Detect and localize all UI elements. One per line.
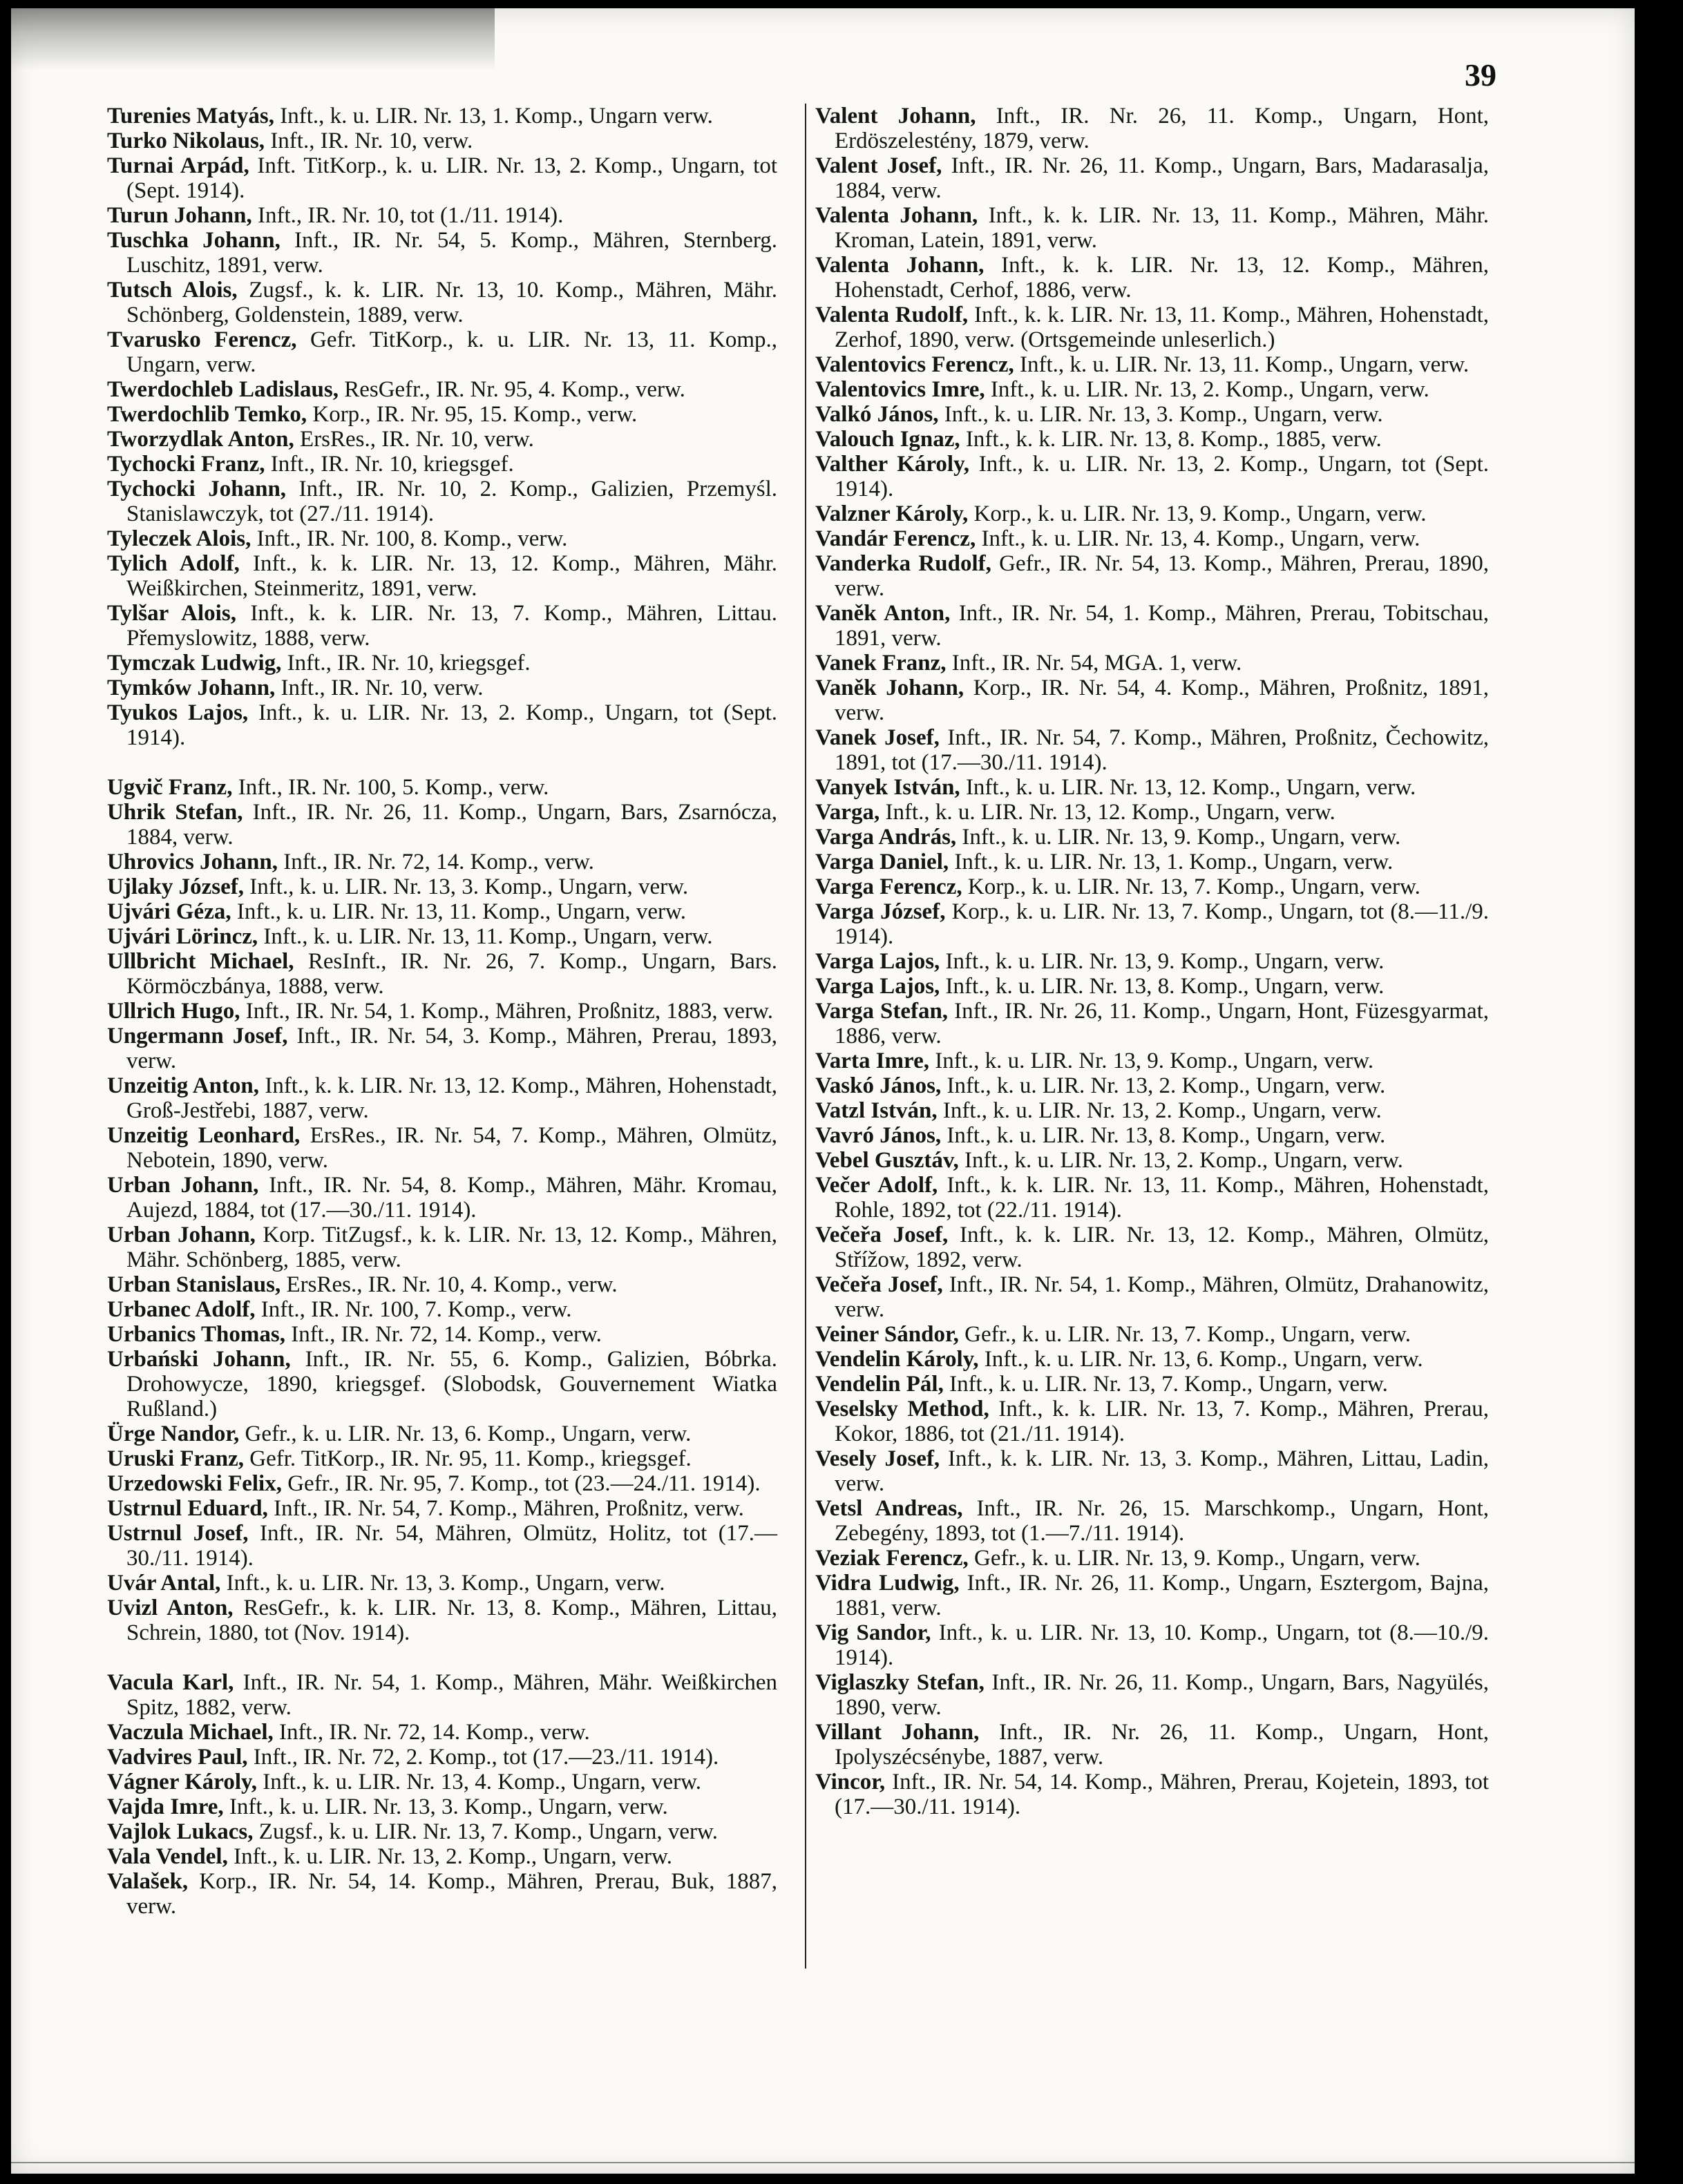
casualty-entry [815,676,1489,725]
entry-name: Vidra Ludwig, [815,1571,960,1596]
entry-name: Urbanec Adolf, [107,1297,256,1322]
entry-name: Tuschka Johann, [107,228,280,253]
entry-name: Veziak Ferencz, [815,1546,969,1571]
entry-name: Ustrnul Josef, [107,1521,249,1546]
entry-name: Valther Károly, [815,452,970,477]
entry-name: Večeřa Josef, [815,1272,943,1297]
entry-details: Inft., IR. Nr. 54, 7. Komp., Mähren, Proßnitz, verw. [274,1496,744,1521]
entry-details: Korp., IR. Nr. 95, 15. Komp., verw. [312,402,638,427]
entry-name: Uruski Franz, [107,1446,244,1471]
entry-details: Zugsf., k. k. LIR. Nr. 13, 10. Komp., Mähren, Mähr. Schönberg, Goldenstein, 1889, verw. [126,278,778,327]
entry-name: Varga Lajos, [815,974,940,999]
casualty-entry [107,1272,777,1297]
casualty-entry [815,1173,1489,1223]
casualty-entry [815,1546,1489,1571]
entry-name: Ullbricht Michael, [107,949,294,974]
casualty-entry [815,452,1489,501]
entry-details: Inft., k. u. LIR. Nr. 13, 2. Komp., Ungarn, verw. [234,1844,672,1869]
entry-details: ErsRes., IR. Nr. 10, verw. [300,427,534,452]
entry-name: Ujlaky József, [107,874,244,899]
casualty-entry [815,1770,1489,1819]
entry-name: Vadvires Paul, [107,1745,248,1770]
column-divider [805,104,806,1969]
casualty-entry [107,949,777,999]
casualty-entry [107,899,777,924]
entry-details: Inft., IR. Nr. 54, Mähren, Olmütz, Holitz, tot (17.—30./11. 1914). [126,1521,778,1571]
entry-details: Gefr. TitKorp., k. u. LIR. Nr. 13, 11. Komp., Ungarn, verw. [126,327,777,377]
entry-name: Valouch Ignaz, [815,427,960,452]
entry-name: Urzedowski Felix, [107,1471,282,1496]
entry-name: Tylich Adolf, [107,551,240,576]
entry-details: Inft., k. u. LIR. Nr. 13, 9. Komp., Ungarn, verw. [962,825,1401,850]
entry-name: Vajda Imre, [107,1794,224,1819]
casualty-entry [107,1521,777,1571]
entry-name: Unzeitig Leonhard, [107,1123,301,1148]
entry-details: Gefr., k. u. LIR. Nr. 13, 9. Komp., Ungarn, verw. [974,1546,1420,1571]
casualty-entry [107,1322,777,1347]
entry-details: Inft., k. u. LIR. Nr. 13, 2. Komp., Ungarn, tot (Sept. 1914). [835,452,1489,501]
casualty-entry [815,1073,1489,1098]
entry-details: Inft., k. u. LIR. Nr. 13, 11. Komp., Ungarn, verw. [263,924,713,949]
casualty-entry [107,452,777,477]
entry-details: Inft., k. u. LIR. Nr. 13, 2. Komp., Ungarn, verw. [947,1073,1386,1098]
entry-details: Inft., IR. Nr. 54, 14. Komp., Mähren, Prerau, Kojetein, 1893, tot (17.—30./11. 1914). [835,1770,1489,1819]
entry-details: Inft., IR. Nr. 26, 11. Komp., Ungarn, Hont, Ipolyszécsénybe, 1887, verw. [835,1720,1490,1770]
casualty-entry [815,352,1489,377]
casualty-entry [815,1397,1489,1446]
casualty-entry [107,1844,777,1869]
entry-name: Turenies Matyás, [107,104,275,128]
entry-name: Vesely Josef, [815,1446,940,1471]
casualty-entry [815,153,1489,203]
casualty-entry [815,974,1489,999]
entry-name: Villant Johann, [815,1720,980,1745]
casualty-entry [815,850,1489,874]
entry-name: Urbanics Thomas, [107,1322,285,1347]
entry-details: ResGefr., k. k. LIR. Nr. 13, 8. Komp., Mähren, Littau, Schrein, 1880, tot (Nov. 1914). [126,1596,777,1645]
entry-name: Vanek Josef, [815,725,940,750]
casualty-entry [107,526,777,551]
entry-details: Inft., IR. Nr. 10, kriegsgef. [287,651,531,676]
torn-corner [11,8,495,70]
entry-name: Vacula Karl, [107,1670,234,1695]
casualty-entry [107,402,777,427]
casualty-entry [815,1048,1489,1073]
entry-details: Inft., IR. Nr. 54, 3. Komp., Mähren, Prerau, 1893, verw. [126,1024,777,1073]
casualty-entry [107,104,777,128]
entry-details: Inft., IR. Nr. 26, 11. Komp., Ungarn, Bars, Nagyülés, 1890, verw. [835,1670,1490,1720]
casualty-entry [107,203,777,228]
entry-details: Inft., k. u. LIR. Nr. 13, 9. Komp., Ungarn, verw. [945,949,1385,974]
casualty-entry [815,203,1489,253]
entry-name: Vincor, [815,1770,886,1794]
entry-details: Inft., k. k. LIR. Nr. 13, 8. Komp., 1885, verw. [965,427,1382,452]
entry-name: Vágner Károly, [107,1770,257,1794]
entry-name: Ürge Nandor, [107,1421,240,1446]
entry-details: ErsRes., IR. Nr. 54, 7. Komp., Mähren, Olmütz, Nebotein, 1890, verw. [126,1123,777,1173]
entry-name: Tvarusko Ferencz, [107,327,297,352]
casualty-entry [107,1024,777,1073]
casualty-entry [107,1720,777,1745]
entry-name: Valzner Károly, [815,501,969,526]
entry-details: ResInft., IR. Nr. 26, 7. Komp., Ungarn, Bars. Körmöczbánya, 1888, verw. [126,949,777,999]
casualty-entry [107,1496,777,1521]
entry-details: Inft., IR. Nr. 54, 1. Komp., Mähren, Mähr. Weißkirchen Spitz, 1882, verw. [126,1670,777,1720]
section-gap [107,1645,777,1670]
entry-details: Inft., k. u. LIR. Nr. 13, 11. Komp., Ungarn, verw. [236,899,686,924]
entry-name: Tymczak Ludwig, [107,651,282,676]
entry-details: Inft., k. k. LIR. Nr. 13, 12. Komp., Mähren, Olmütz, Střížow, 1892, verw. [835,1223,1489,1272]
casualty-entry [107,1173,777,1223]
casualty-entry [815,501,1489,526]
entry-details: Inft., k. u. LIR. Nr. 13, 3. Komp., Ungarn, verw. [226,1571,665,1596]
casualty-entry [107,1297,777,1322]
entry-details: Gefr., IR. Nr. 54, 13. Komp., Mähren, Prerau, 1890, verw. [835,551,1490,601]
casualty-entry [107,153,777,203]
entry-details: Korp. TitZugsf., k. k. LIR. Nr. 13, 12. Komp., Mähren, Mähr. Schönberg, 1885, verw. [126,1223,778,1272]
casualty-entry [107,1571,777,1596]
casualty-entry [107,775,777,800]
casualty-entry [815,825,1489,850]
entry-name: Varga Daniel, [815,850,949,874]
entry-name: Vaněk Anton, [815,601,951,626]
casualty-entry [815,1272,1489,1322]
entry-name: Vetsl Andreas, [815,1496,963,1521]
casualty-entry [107,477,777,526]
entry-details: Inft., IR. Nr. 55, 6. Komp., Galizien, Bóbrka. Drohowycze, 1890, kriegsgef. (Slobodsk, Gouvernement Wiatka Rußland.) [126,1347,778,1421]
entry-name: Urban Johann, [107,1223,256,1247]
casualty-entry [107,999,777,1024]
entry-details: Inft., k. u. LIR. Nr. 13, 8. Komp., Ungarn, verw. [945,974,1385,999]
entry-name: Unzeitig Anton, [107,1073,260,1098]
casualty-entry [815,402,1489,427]
entry-details: Inft., IR. Nr. 54, 8. Komp., Mähren, Mähr. Kromau, Aujezd, 1884, tot (17.—30./11. 1914). [126,1173,778,1223]
entry-name: Vig Sandor, [815,1620,931,1645]
casualty-entry [815,1322,1489,1347]
entry-details: Inft., k. u. LIR. Nr. 13, 2. Komp., Ungarn, tot (Sept. 1914). [126,700,778,750]
casualty-entry [815,551,1489,601]
casualty-entry [107,874,777,899]
entry-name: Tychocki Franz, [107,452,265,477]
entry-details: Inft., k. u. LIR. Nr. 13, 11. Komp., Ungarn, verw. [1020,352,1470,377]
casualty-entry [815,526,1489,551]
entry-name: Večeřa Josef, [815,1223,949,1247]
entry-name: Urban Johann, [107,1173,259,1198]
entry-details: Inft., IR. Nr. 10, verw. [270,128,473,153]
entry-details: Inft., k. u. LIR. Nr. 13, 7. Komp., Ungarn, verw. [949,1372,1388,1397]
entry-name: Tychocki Johann, [107,477,287,501]
casualty-entry [107,1745,777,1770]
entry-name: Varga József, [815,899,946,924]
casualty-entry [107,1670,777,1720]
entry-details: Inft., k. u. LIR. Nr. 13, 12. Komp., Ungarn, verw. [885,800,1335,825]
entry-name: Valent Josef, [815,153,942,178]
entry-name: Valkó János, [815,402,939,427]
entry-name: Valašek, [107,1869,189,1894]
entry-name: Urban Stanislaus, [107,1272,281,1297]
casualty-entry [107,1471,777,1496]
casualty-entry [107,228,777,278]
casualty-entry [107,1073,777,1123]
entry-details: Inft., k. u. LIR. Nr. 13, 8. Komp., Ungarn, verw. [947,1123,1386,1148]
entry-name: Vajlok Lukacs, [107,1819,254,1844]
entry-details: Inft., k. u. LIR. Nr. 13, 6. Komp., Ungarn, verw. [984,1347,1423,1372]
entry-details: Inft., IR. Nr. 72, 2. Komp., tot (17.—23./11. 1914). [253,1745,719,1770]
casualty-entry [815,899,1489,949]
casualty-entry [815,104,1489,153]
casualty-entry [107,551,777,601]
entry-details: Inft., k. u. LIR. Nr. 13, 2. Komp., Ungarn, verw. [990,377,1429,402]
casualty-entry [107,427,777,452]
entry-details: Korp., k. u. LIR. Nr. 13, 7. Komp., Ungarn, verw. [967,874,1420,899]
entry-details: Korp., k. u. LIR. Nr. 13, 9. Komp., Ungarn, verw. [973,501,1427,526]
casualty-entry [107,1223,777,1272]
entry-details: Inft., IR. Nr. 26, 11. Komp., Ungarn, Hont, Füzesgyarmat, 1886, verw. [835,999,1490,1048]
casualty-entry [815,253,1489,303]
entry-name: Tyukos Lajos, [107,700,249,725]
entry-details: Inft., k. k. LIR. Nr. 13, 12. Komp., Mähren, Mähr. Weißkirchen, Steinmeritz, 1891, verw. [126,551,778,601]
casualty-entry [815,1720,1489,1770]
entry-details: Inft. TitKorp., k. u. LIR. Nr. 13, 2. Komp., Ungarn, tot (Sept. 1914). [126,153,778,203]
entry-details: Inft., IR. Nr. 26, 11. Komp., Ungarn, Hont, Erdöszelestény, 1879, verw. [835,104,1489,153]
entry-name: Tworzydlak Anton, [107,427,294,452]
entry-details: Inft., IR. Nr. 26, 11. Komp., Ungarn, Bars, Zsarnócza, 1884, verw. [126,800,778,850]
right-column [815,104,1489,1819]
casualty-entry [815,1496,1489,1546]
entry-details: Inft., IR. Nr. 54, 5. Komp., Mähren, Sternberg. Luschitz, 1891, verw. [126,228,777,278]
casualty-entry [815,1446,1489,1496]
casualty-entry [107,651,777,676]
casualty-entry [815,1620,1489,1670]
casualty-entry [815,377,1489,402]
entry-details: Korp., IR. Nr. 54, 4. Komp., Mähren, Proßnitz, 1891, verw. [835,676,1490,725]
entry-details: Inft., k. u. LIR. Nr. 13, 1. Komp., Ungarn, verw. [954,850,1394,874]
casualty-entry [815,725,1489,775]
entry-name: Ujvári Géza, [107,899,231,924]
entry-details: Inft., k. k. LIR. Nr. 13, 11. Komp., Mähren, Mähr. Kroman, Latein, 1891, verw. [835,203,1489,253]
entry-name: Večer Adolf, [815,1173,938,1198]
entry-details: Inft., IR. Nr. 10, kriegsgef. [270,452,514,477]
entry-name: Veiner Sándor, [815,1322,959,1347]
entry-details: Inft., k. k. LIR. Nr. 13, 3. Komp., Mähren, Littau, Ladin, verw. [835,1446,1489,1496]
entry-name: Vanyek István, [815,775,960,800]
casualty-entry [815,1148,1489,1173]
entry-details: ResGefr., IR. Nr. 95, 4. Komp., verw. [344,377,685,402]
entry-name: Twerdochlib Temko, [107,402,307,427]
casualty-entry [107,800,777,850]
entry-name: Varga András, [815,825,957,850]
casualty-entry [815,303,1489,352]
entry-details: ErsRes., IR. Nr. 10, 4. Komp., verw. [286,1272,618,1297]
entry-name: Ungermann Josef, [107,1024,288,1048]
entry-details: Inft., IR. Nr. 72, 14. Komp., verw. [283,850,594,874]
entry-name: Vebel Gusztáv, [815,1148,959,1173]
casualty-entry [815,775,1489,800]
casualty-entry [815,999,1489,1048]
entry-details: Inft., IR. Nr. 54, 7. Komp., Mähren, Proßnitz, Čechowitz, 1891, tot (17.—30./11. 1914). [835,725,1490,775]
entry-name: Vanek Franz, [815,651,947,676]
entry-name: Vala Vendel, [107,1844,228,1869]
entry-details: Inft., IR. Nr. 54, 1. Komp., Mähren, Olmütz, Drahanowitz, verw. [835,1272,1489,1322]
casualty-entry [107,924,777,949]
casualty-entry [107,1596,777,1645]
casualty-entry [107,676,777,700]
entry-details: Inft., IR. Nr. 10, tot (1./11. 1914). [258,203,564,228]
casualty-entry [815,949,1489,974]
casualty-entry [815,874,1489,899]
casualty-entry [815,651,1489,676]
casualty-entry [107,1770,777,1794]
entry-details: Korp., IR. Nr. 54, 14. Komp., Mähren, Prerau, Buk, 1887, verw. [126,1869,777,1919]
casualty-entry [815,1571,1489,1620]
entry-name: Vaněk Johann, [815,676,964,700]
casualty-entry [815,800,1489,825]
casualty-entry [107,700,777,750]
casualty-entry [815,1123,1489,1148]
entry-details: Inft., IR. Nr. 54, 1. Komp., Mähren, Proßnitz, 1883, verw. [245,999,773,1024]
entry-details: Inft., k. k. LIR. Nr. 13, 12. Komp., Mähren, Hohenstadt, Cerhof, 1886, verw. [835,253,1489,303]
entry-name: Valentovics Ferencz, [815,352,1014,377]
entry-name: Vavró János, [815,1123,942,1148]
entry-name: Valentovics Imre, [815,377,985,402]
entry-details: Inft., k. u. LIR. Nr. 13, 4. Komp., Ungarn, verw. [981,526,1420,551]
casualty-entry [815,601,1489,651]
entry-details: Inft., IR. Nr. 26, 11. Komp., Ungarn, Bars, Madarasalja, 1884, verw. [835,153,1489,203]
section-gap [107,750,777,775]
entry-details: Inft., k. u. LIR. Nr. 13, 3. Komp., Ungarn, verw. [944,402,1383,427]
entry-name: Viglaszky Stefan, [815,1670,985,1695]
entry-name: Varga Lajos, [815,949,940,974]
entry-name: Vandár Ferencz, [815,526,976,551]
casualty-entry [815,1223,1489,1272]
casualty-entry [107,1123,777,1173]
casualty-entry [107,1347,777,1421]
entry-name: Turnai Arpád, [107,153,249,178]
entry-details: Inft., k. u. LIR. Nr. 13, 3. Komp., Ungarn, verw. [229,1794,668,1819]
entry-name: Vatzl István, [815,1098,938,1123]
entry-name: Varga Stefan, [815,999,949,1024]
entry-name: Veselsky Method, [815,1397,989,1421]
entry-details: Inft., IR. Nr. 54, 1. Komp., Mähren, Prerau, Tobitschau, 1891, verw. [835,601,1490,651]
entry-details: Inft., k. k. LIR. Nr. 13, 12. Komp., Mähren, Hohenstadt, Groß-Jestřebi, 1887, verw. [126,1073,778,1123]
page-number: 39 [1465,57,1496,93]
left-column [107,104,777,1919]
entry-name: Vanderka Rudolf, [815,551,991,576]
entry-details: Inft., k. u. LIR. Nr. 13, 12. Komp., Ungarn, verw. [965,775,1416,800]
entry-details: Zugsf., k. u. LIR. Nr. 13, 7. Komp., Ungarn, verw. [258,1819,718,1844]
entry-name: Vendelin Pál, [815,1372,944,1397]
casualty-entry [107,1421,777,1446]
entry-name: Varga Ferencz, [815,874,962,899]
casualty-entry [815,427,1489,452]
entry-details: Inft., k. u. LIR. Nr. 13, 10. Komp., Ungarn, tot (8.—10./9. 1914). [835,1620,1490,1670]
casualty-entry [815,1098,1489,1123]
entry-name: Uvizl Anton, [107,1596,234,1620]
entry-details: Inft., IR. Nr. 100, 8. Komp., verw. [256,526,568,551]
casualty-entry [815,1670,1489,1720]
entry-name: Varta Imre, [815,1048,929,1073]
entry-name: Urbański Johann, [107,1347,291,1372]
entry-name: Ullrich Hugo, [107,999,240,1024]
entry-details: Inft., k. u. LIR. Nr. 13, 2. Komp., Ungarn, verw. [942,1098,1382,1123]
casualty-entry [107,278,777,327]
entry-name: Vendelin Károly, [815,1347,979,1372]
entry-details: Inft., k. k. LIR. Nr. 13, 7. Komp., Mähren, Littau. Přemyslowitz, 1888, verw. [126,601,777,651]
bottom-edge [11,2162,1635,2163]
entry-name: Vaczula Michael, [107,1720,274,1745]
entry-name: Valenta Johann, [815,253,985,278]
entry-name: Uhrovics Johann, [107,850,278,874]
entry-details: Inft., IR. Nr. 100, 5. Komp., verw. [238,775,549,800]
casualty-entry [107,1794,777,1819]
entry-name: Tymków Johann, [107,676,276,700]
entry-details: Gefr. TitKorp., IR. Nr. 95, 11. Komp., kriegsgef. [249,1446,692,1471]
entry-details: Gefr., k. u. LIR. Nr. 13, 6. Komp., Ungarn, verw. [245,1421,692,1446]
entry-details: Inft., k. k. LIR. Nr. 13, 11. Komp., Mähren, Hohenstadt, Rohle, 1892, tot (22./11. 1914). [835,1173,1490,1223]
entry-details: Inft., IR. Nr. 72, 14. Komp., verw. [291,1322,602,1347]
entry-details: Inft., IR. Nr. 26, 11. Komp., Ungarn, Esztergom, Bajna, 1881, verw. [835,1571,1490,1620]
entry-details: Inft., IR. Nr. 26, 15. Marschkomp., Ungarn, Hont, Zebegény, 1893, tot (1.—7./11. 1914). [835,1496,1489,1546]
entry-details: Gefr., k. u. LIR. Nr. 13, 7. Komp., Ungarn, verw. [964,1322,1411,1347]
entry-name: Tyleczek Alois, [107,526,251,551]
casualty-entry [107,377,777,402]
entry-name: Ustrnul Eduard, [107,1496,268,1521]
entry-name: Ugvič Franz, [107,775,233,800]
entry-name: Uvár Antal, [107,1571,221,1596]
entry-name: Turun Johann, [107,203,252,228]
entry-name: Vaskó János, [815,1073,942,1098]
entry-name: Tutsch Alois, [107,278,238,303]
entry-details: Korp., k. u. LIR. Nr. 13, 7. Komp., Ungarn, tot (8.—11./9. 1914). [835,899,1490,949]
casualty-entry [107,327,777,377]
entry-details: Inft., k. u. LIR. Nr. 13, 1. Komp., Ungarn verw. [280,104,713,128]
entry-details: Inft., IR. Nr. 72, 14. Komp., verw. [279,1720,590,1745]
entry-details: Inft., k. u. LIR. Nr. 13, 3. Komp., Ungarn, verw. [249,874,689,899]
entry-name: Valenta Rudolf, [815,303,969,327]
casualty-entry [107,850,777,874]
entry-details: Inft., IR. Nr. 10, verw. [280,676,484,700]
entry-details: Inft., k. u. LIR. Nr. 13, 9. Komp., Ungarn, verw. [935,1048,1374,1073]
casualty-entry [107,601,777,651]
casualty-entry [815,1347,1489,1372]
entry-name: Ujvári Lörincz, [107,924,258,949]
entry-details: Inft., IR. Nr. 54, MGA. 1, verw. [951,651,1242,676]
entry-name: Tylšar Alois, [107,601,236,626]
entry-details: Inft., IR. Nr. 10, 2. Komp., Galizien, Przemyśl. Stanislawczyk, tot (27./11. 1914). [126,477,777,526]
casualty-entry [107,1869,777,1919]
casualty-entry [107,128,777,153]
entry-details: Inft., IR. Nr. 100, 7. Komp., verw. [260,1297,572,1322]
entry-details: Gefr., IR. Nr. 95, 7. Komp., tot (23.—24./11. 1914). [287,1471,761,1496]
casualty-entry [815,1372,1489,1397]
entry-name: Turko Nikolaus, [107,128,265,153]
casualty-entry [107,1446,777,1471]
entry-name: Valent Johann, [815,104,976,128]
entry-details: Inft., k. k. LIR. Nr. 13, 7. Komp., Mähren, Prerau, Kokor, 1886, tot (21./11. 1914). [835,1397,1489,1446]
entry-name: Valenta Johann, [815,203,978,228]
entry-details: Inft., k. u. LIR. Nr. 13, 4. Komp., Ungarn, verw. [263,1770,702,1794]
entry-name: Uhrik Stefan, [107,800,243,825]
entry-name: Varga, [815,800,880,825]
entry-details: Inft., k. k. LIR. Nr. 13, 11. Komp., Mähren, Hohenstadt, Zerhof, 1890, verw. (Ortsgemeinde unleserlich.) [835,303,1489,352]
casualty-entry [107,1819,777,1844]
entry-details: Inft., k. u. LIR. Nr. 13, 2. Komp., Ungarn, verw. [964,1148,1403,1173]
entry-name: Twerdochleb Ladislaus, [107,377,339,402]
